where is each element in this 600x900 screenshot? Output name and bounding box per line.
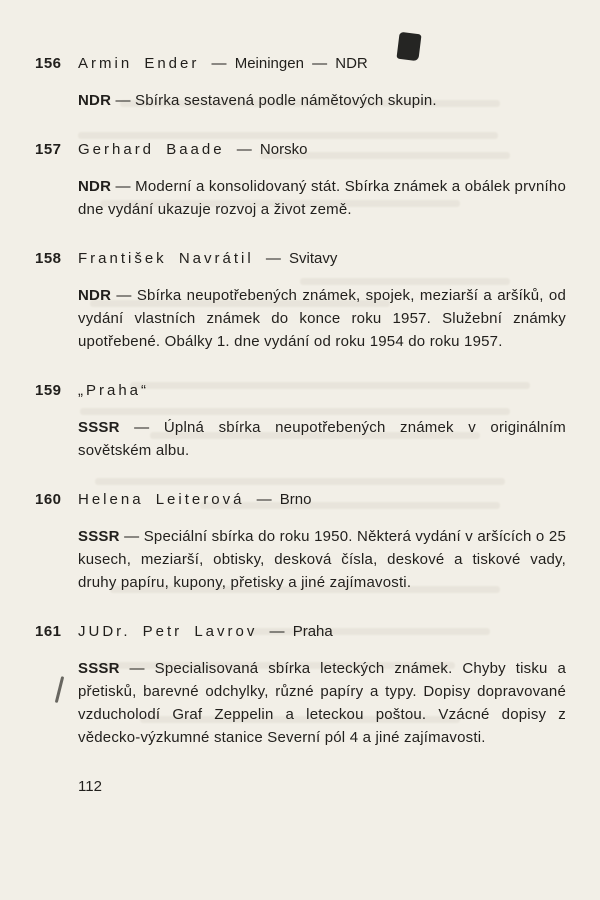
entry-number: 161 [35, 623, 62, 640]
description-text: — Sbírka sestavená podle námětových skupin. [115, 92, 437, 109]
entry-heading [35, 247, 566, 270]
entry-number: 156 [35, 55, 62, 72]
catalog-entry [35, 138, 566, 221]
page-number: 112 [78, 778, 102, 795]
entry-heading [35, 620, 566, 643]
entry-location: — Svitavy [265, 250, 338, 267]
country-prefix: SSSR [78, 419, 120, 436]
entry-heading [35, 52, 566, 75]
entry-description [78, 89, 566, 112]
entry-number: 158 [35, 250, 62, 267]
entry-location: — Meiningen — NDR [211, 55, 368, 72]
country-prefix: NDR [78, 92, 112, 109]
catalog-entry [35, 52, 566, 112]
catalog-entry [35, 379, 566, 462]
entry-title [78, 138, 307, 161]
entry-location: — Brno [256, 491, 312, 508]
entry-title [78, 488, 311, 511]
entry-location: — Norsko [236, 141, 308, 158]
exhibitor-name: JUDr. Petr Lavrov [78, 623, 258, 640]
description-text: — Specialisovaná sbírka leteckých známek. Chyby tisku a přetisků, barevné odchylky, různé papíry a typy. Dopisy dopravované vzducholodí Graf Zeppelin a leteckou poštou. Vzácné dopisy z vědecko-výzkumné stanice Severní pól 4 a jiné zajímavosti. [78, 660, 566, 746]
description-text: — Moderní a konsolidovaný stát. Sbírka známek a obálek prvního dne vydání ukazuje rozvoj a život země. [78, 178, 566, 218]
description-text: — Speciální sbírka do roku 1950. Některá vydání v aršících o 25 kusech, meziarší, obtisky, desková čísla, deskové a tiskové vady, druhy papíru, kupony, přetisky a jiné zajímavosti. [78, 528, 566, 591]
entry-title [78, 620, 333, 643]
entry-heading [35, 379, 566, 402]
entry-title [78, 379, 157, 402]
exhibitor-name: Armin Ender [78, 55, 200, 72]
entry-number: 157 [35, 141, 62, 158]
entry-title [78, 247, 337, 270]
page-showthrough [95, 478, 505, 485]
entry-number: 159 [35, 382, 62, 399]
description-text: — Sbírka neupotřebených známek, spojek, meziarší a aršíků, od vydání vlastních známek do konce roku 1957. Služební známky upotřebené. Obálky 1. dne vydání od roku 1954 do roku 1957. [78, 287, 566, 350]
country-prefix: SSSR [78, 528, 120, 545]
exhibitor-name: Gerhard Baade [78, 141, 225, 158]
entry-location: — Praha [269, 623, 333, 640]
country-prefix: SSSR [78, 660, 120, 677]
entry-description [78, 416, 566, 462]
entry-heading [35, 488, 566, 511]
entry-description [78, 284, 566, 353]
country-prefix: NDR [78, 287, 112, 304]
catalog-entry [35, 620, 566, 749]
entry-title [78, 52, 368, 75]
entry-heading [35, 138, 566, 161]
entry-description [78, 525, 566, 594]
entry-description [78, 175, 566, 221]
entry-description [78, 657, 566, 749]
catalog-entry [35, 488, 566, 594]
catalog-entry [35, 247, 566, 353]
exhibitor-name: František Navrátil [78, 250, 254, 267]
description-text: — Úplná sbírka neupotřebených známek v originálním sovětském albu. [78, 419, 566, 459]
exhibitor-name: Helena Leiterová [78, 491, 245, 508]
entry-number: 160 [35, 491, 62, 508]
country-prefix: NDR [78, 178, 112, 195]
exhibitor-name: „Praha“ [78, 382, 150, 399]
